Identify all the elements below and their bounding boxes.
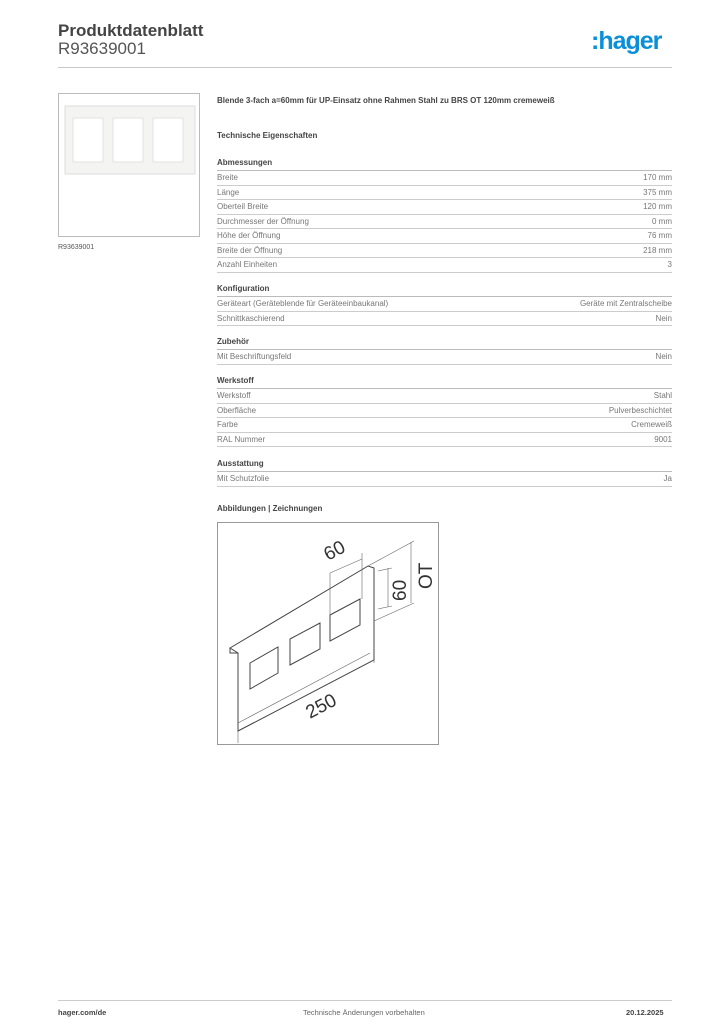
property-value: 120 mm: [643, 202, 672, 211]
property-label: Durchmesser der Öffnung: [217, 216, 309, 226]
dim-ot-label: OT: [416, 562, 437, 589]
dim-length-label: 250: [302, 689, 341, 724]
property-value: Cremeweiß: [631, 420, 672, 429]
property-value: Ja: [663, 474, 672, 483]
property-row: [217, 215, 672, 230]
property-value: Stahl: [653, 391, 672, 400]
property-value: 9001: [654, 434, 672, 444]
footer-disclaimer: Technische Änderungen vorbehalten: [303, 1008, 425, 1017]
property-label: Mit Schutzfolie: [217, 474, 270, 483]
property-label: Oberfläche: [217, 405, 257, 415]
property-label: Länge: [217, 187, 240, 197]
section-ausstattung: [217, 458, 672, 487]
dim-width-label: 60: [320, 536, 350, 566]
section-title: Zubehör: [217, 336, 672, 350]
property-value: 76 mm: [647, 231, 672, 240]
product-code: R93639001: [58, 39, 146, 58]
section-title: Ausstattung: [217, 458, 672, 472]
property-value: 375 mm: [643, 187, 672, 197]
property-label: Höhe der Öffnung: [217, 231, 281, 240]
property-label: Geräteart (Geräteblende für Geräteeinbaukanal): [217, 299, 389, 308]
property-value: 170 mm: [643, 173, 672, 182]
property-label: Mit Beschriftungsfeld: [217, 352, 292, 361]
property-value: Nein: [655, 313, 672, 323]
section-konfiguration: [217, 283, 672, 326]
property-row: [217, 297, 672, 312]
property-row: [217, 171, 672, 186]
property-label: Anzahl Einheiten: [217, 260, 278, 269]
property-row: [217, 350, 672, 365]
header-divider: [58, 67, 672, 68]
property-value: 3: [667, 260, 672, 269]
property-row: [217, 258, 672, 273]
technical-drawing: [217, 522, 439, 745]
property-label: Breite: [217, 173, 238, 182]
property-row: [217, 404, 672, 419]
property-row: [217, 244, 672, 259]
property-label: Schnittkaschierend: [217, 313, 285, 323]
property-label: Farbe: [217, 420, 238, 429]
footer-divider: [58, 1000, 672, 1001]
property-value: 0 mm: [652, 216, 672, 226]
property-row: [217, 312, 672, 327]
section-title: Abmessungen: [217, 157, 672, 171]
dim-height-label: 60: [390, 579, 411, 601]
hager-logo: :hager: [591, 27, 662, 55]
property-row: [217, 389, 672, 404]
product-description: Blende 3-fach a=60mm für UP-Einsatz ohne Rahmen Stahl zu BRS OT 120mm cremeweiß: [217, 96, 555, 105]
section-zubehör: [217, 336, 672, 365]
section-title: Werkstoff: [217, 375, 672, 389]
property-label: Breite der Öffnung: [217, 245, 283, 255]
property-value: Nein: [655, 352, 672, 361]
property-value: 218 mm: [643, 245, 672, 255]
property-row: [217, 472, 672, 487]
page-title: Produktdatenblatt: [58, 21, 204, 40]
property-row: [217, 200, 672, 215]
property-row: [217, 418, 672, 433]
footer-date: 20.12.2025: [626, 1008, 664, 1017]
property-row: [217, 229, 672, 244]
product-image-caption: R93639001: [58, 244, 95, 251]
property-value: Pulverbeschichtet: [608, 405, 672, 415]
property-label: RAL Nummer: [217, 434, 266, 444]
section-abmessungen: [217, 157, 672, 273]
property-label: Oberteil Breite: [217, 202, 269, 211]
figures-heading: Abbildungen | Zeichnungen: [217, 504, 323, 513]
property-value: Geräte mit Zentralscheibe: [579, 299, 672, 308]
section-werkstoff: [217, 375, 672, 447]
footer-website-link[interactable]: hager.com/de: [58, 1008, 107, 1017]
property-row: [217, 433, 672, 448]
section-title: Konfiguration: [217, 283, 672, 297]
tech-properties-heading: Technische Eigenschaften: [217, 131, 318, 140]
property-label: Werkstoff: [217, 391, 251, 400]
property-row: [217, 186, 672, 201]
product-image: [58, 93, 200, 237]
